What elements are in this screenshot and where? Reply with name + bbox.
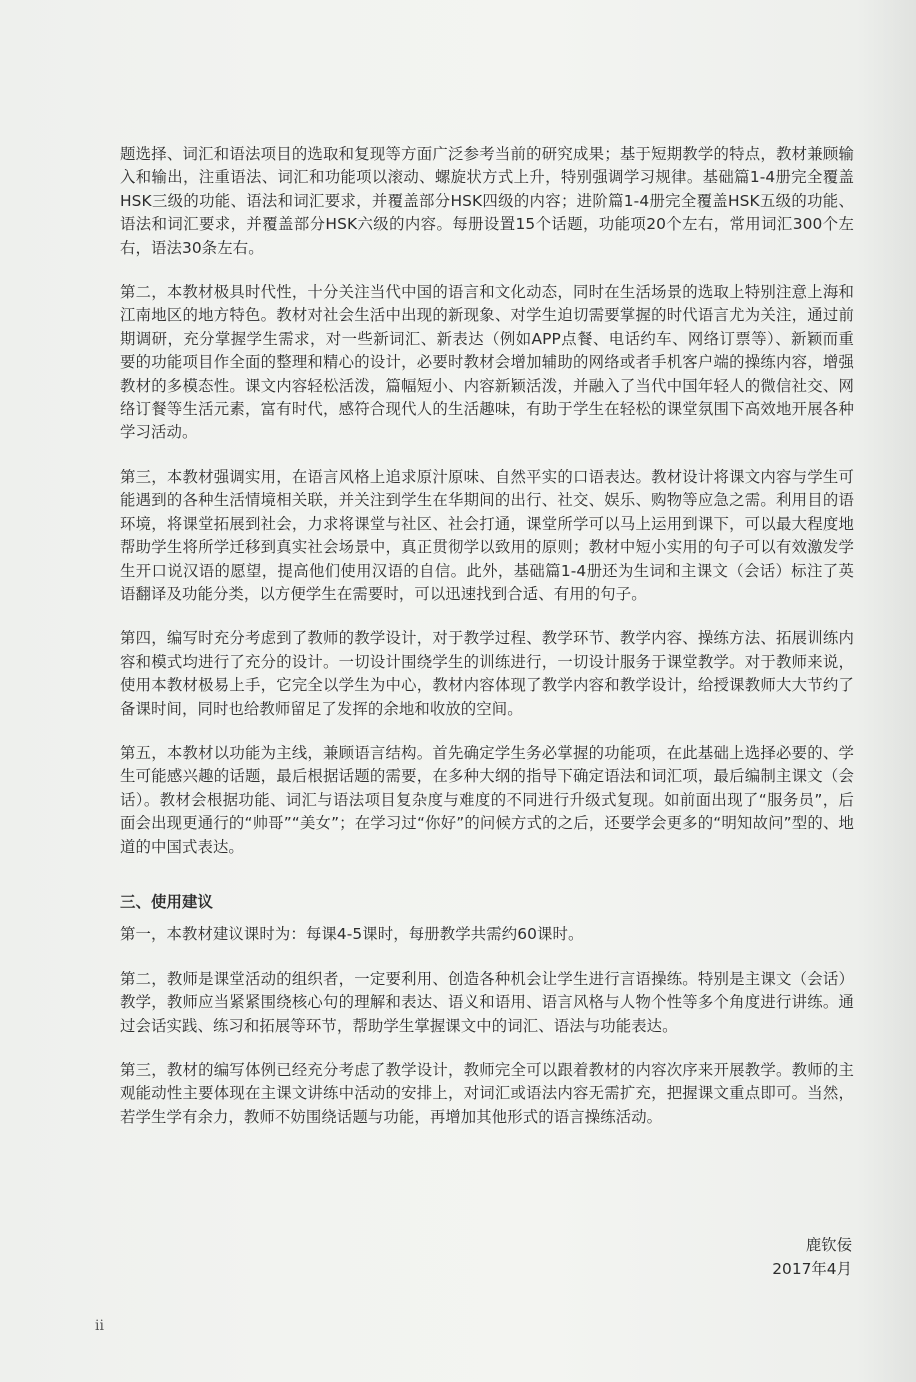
- signature-block: [772, 1233, 852, 1281]
- paragraph-third-practicality: 第三，本教材强调实用，在语言风格上追求原汁原味、自然平实的口语表达。教材设计将课文内容与学生可能遇到的各种生活情境相关联，并关注到学生在华期间的出行、社交、娱乐、购物等应急之需。利用目的语环境，将课堂拓展到社会，力求将课堂与社区、社会打通，课堂所学可以马上运用到课下，可以最大程度地帮助学生将所学迁移到真实社会场景中，真正贯彻学以致用的原则；教材中短小实用的句子可以有效激发学生开口说汉语的愿望，提高他们使用汉语的自信。此外，基础篇1-4册还为生词和主课文（会话）标注了英语翻译及功能分类，以方便学生在需要时，可以迅速找到合适、有用的句子。: [120, 467, 854, 603]
- paragraph-fifth-function: 第五，本教材以功能为主线，兼顾语言结构。首先确定学生务必掌握的功能项，在此基础上选择必要的、学生可能感兴趣的话题，最后根据话题的需要，在多种大纲的指导下确定语法和词汇项，最后编制主课文（会话）。教材会根据功能、词汇与语法项目复杂度与难度的不同进行升级式复现。如前面出现了“服务员”，后面会出现更通行的“帅哥”“美女”；在学习过“你好”的问候方式的之后，还要学会更多的“明知故问”型的、地道的中国式表达。: [120, 743, 854, 856]
- signature-date: 2017年4月: [772, 1260, 852, 1278]
- paragraph-usage-first: 第一，本教材建议课时为：每课4-5课时，每册教学共需约60课时。: [120, 925, 584, 944]
- page-number: ii: [95, 1318, 104, 1334]
- paragraph-second-timeliness: 第二，本教材极具时代性，十分关注当代中国的语言和文化动态，同时在生活场景的选取上特别注意上海和江南地区的地方特色。教材对社会生活中出现的新现象、对学生迫切需要掌握的时代语言尤为关注，通过前期调研，充分掌握学生需求，对一些新词汇、新表达（例如APP点餐、电话约车、网络订票等）、新颖而重要的功能项目作全面的整理和精心的设计，必要时教材会增加辅助的网络或者手机客户端的操练内容，增强教材的多模态性。课文内容轻松活泼，篇幅短小、内容新颖活泼，并融入了当代中国年轻人的微信社交、网络订餐等生活元素，富有时代，感符合现代人的生活趣味，有助于学生在轻松的课堂氛围下高效地开展各种学习活动。: [120, 283, 854, 442]
- author-name: 鹿钦佞: [805, 1236, 852, 1254]
- paragraph-fourth-teacher-design: 第四，编写时充分考虑到了教师的教学设计，对于教学过程、教学环节、教学内容、操练方法、拓展训练内容和模式均进行了充分的设计。一切设计围绕学生的训练进行，一切设计服务于课堂教学。对于教师来说，使用本教材极易上手，它完全以学生为中心，教材内容体现了教学内容和教学设计，给授课教师大大节约了备课时间，同时也给教师留足了发挥的余地和收放的空间。: [120, 629, 854, 718]
- body-text: [120, 143, 854, 1150]
- paragraph-usage-second: 第二，教师是课堂活动的组织者，一定要利用、创造各种机会让学生进行言语操练。特别是主课文（会话）教学，教师应当紧紧围绕核心句的理解和表达、语义和语用、语言风格与人物个性等多个角度进行讲练。通过会话实践、练习和拓展等环节，帮助学生掌握课文中的词汇、语法与功能表达。: [120, 969, 854, 1035]
- section-heading-usage: 三、使用建议: [120, 892, 213, 911]
- paragraph-curriculum: 题选择、词汇和语法项目的选取和复现等方面广泛参考当前的研究成果；基于短期教学的特点，教材兼顾输入和输出，注重语法、词汇和功能项以滚动、螺旋状方式上升，特别强调学习规律。基础篇1-4册完全覆盖HSK三级的功能、语法和词汇要求，并覆盖部分HSK四级的内容；进阶篇1-4册完全覆盖HSK五级的功能、语法和词汇要求，并覆盖部分HSK六级的内容。每册设置15个话题，功能项20个左右，常用词汇300个左右，语法30条左右。: [120, 145, 854, 257]
- paragraph-usage-third: 第三，教材的编写体例已经充分考虑了教学设计，教师完全可以跟着教材的内容次序来开展教学。教师的主观能动性主要体现在主课文讲练中活动的安排上，对词汇或语法内容无需扩充，把握课文重点即可。当然，若学生学有余力，教师不妨围绕话题与功能，再增加其他形式的语言操练活动。: [120, 1061, 854, 1126]
